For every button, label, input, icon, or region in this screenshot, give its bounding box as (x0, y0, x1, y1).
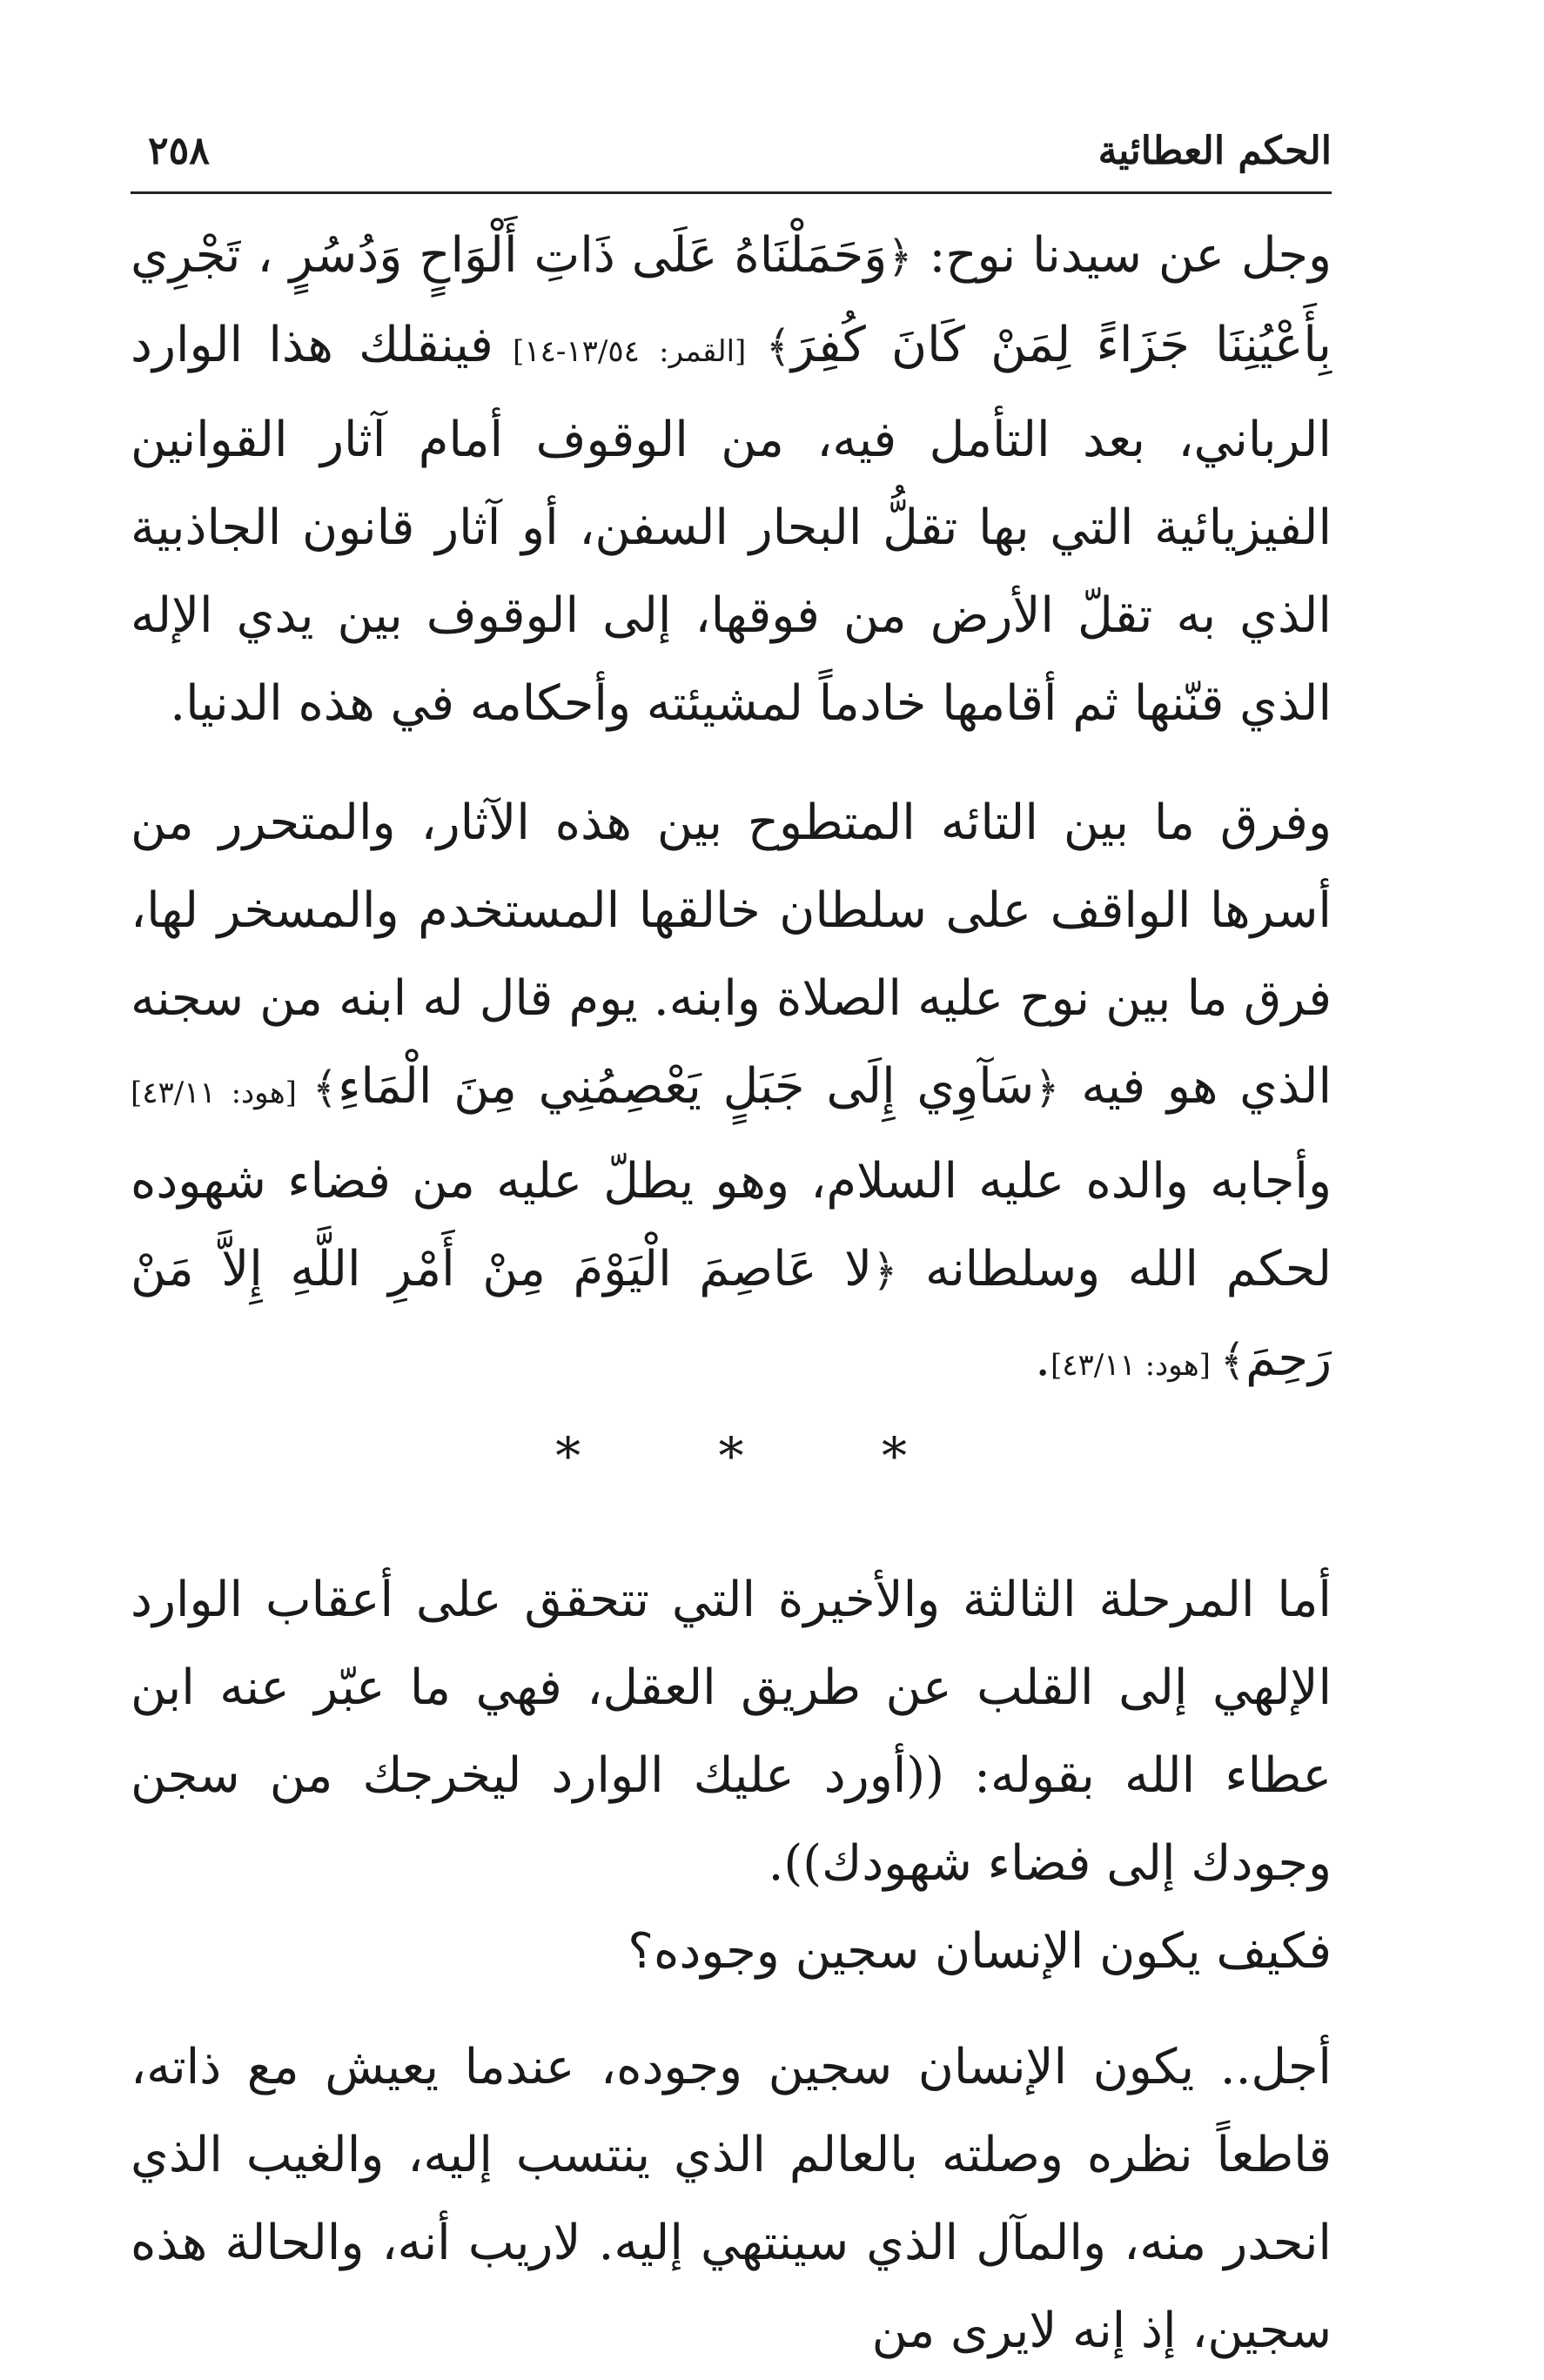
verse-citation: [هود: ٤٣/١١] (131, 1076, 312, 1110)
section-separator (131, 1417, 1332, 1495)
separator-asterisk: * (555, 1426, 581, 1485)
quran-close-bracket: ﴾ (765, 321, 791, 372)
page-number: ٢٥٨ (148, 129, 210, 173)
paragraph-end: . (1035, 1331, 1051, 1387)
separator-asterisk: * (718, 1426, 744, 1485)
paragraph-lead: وجل عن سيدنا نوح: (912, 227, 1333, 284)
running-title: الحكم العطائية (1098, 129, 1332, 173)
quran-open-bracket: ﴿ (872, 1245, 898, 1296)
running-header (131, 113, 1332, 194)
quran-open-bracket: ﴿ (1034, 1063, 1060, 1113)
quran-close-bracket: ﴾ (312, 1063, 339, 1113)
quran-verse: وَحَمَلْنَاهُ عَلَى ذَاتِ أَلْوَاحٍ وَدُسُرٍ ، تَجْرِي بِأَعْيُنِنَا جَزَاءً لِمَنْ كَانَ كُفِرَ (131, 227, 1333, 373)
separator-asterisk: * (881, 1426, 907, 1485)
paragraph-third-stage: أما المرحلة الثالثة والأخيرة التي تتحقق على أعقاب الوارد الإلهي إلى القلب عن طريق العقل، فهي ما عبّر عنه ابن عطاء الله بقوله: ((أورد عليك الوارد ليخرجك من سجن وجودك إلى فضاء شهودك)). (131, 1572, 1332, 1892)
quran-close-bracket: ﴾ (1219, 1335, 1246, 1385)
paragraph-body: فينقلك هذا الوارد الرباني، بعد التأمل فيه، من الوقوف أمام آثار القوانين الفيزيائية التي بها تقلُّ البحار السفن، أو آثار قانون الجاذبية الذي به تقلّ الأرض من فوقها، إلى الوقوف بين يدي الإله الذي قنّنها ثم أقامها خادماً لمشيئته وأحكامه في هذه الدنيا. (131, 317, 1332, 732)
paragraph-question: فكيف يكون الإنسان سجين وجوده؟ (628, 1923, 1332, 1980)
verse-citation: [القمر: ١٣/٥٤-١٤] (493, 334, 766, 369)
paragraph-body: وفرق ما بين التائه المتطوح بين هذه الآثار، والمتحرر من أسرها الواقف على سلطان خالقها المستخدم والمسخر لها، فرق ما بين نوح عليه الصلاة وابنه. يوم قال له ابنه من سجنه الذي هو فيه (131, 794, 1333, 1115)
quran-verse: لا عَاصِمَ الْيَوْمَ مِنْ أَمْرِ اللَّهِ إِلاَّ مَنْ رَحِمَ (131, 1241, 1332, 1387)
paragraph-nuh-ark (131, 211, 1332, 748)
paragraph-answer: أجل.. يكون الإنسان سجين وجوده، عندما يعيش مع ذاته، قاطعاً نظره وصلته بالعالم الذي ينتسب إليه، والغيب الذي انحدر منه، والمآل الذي سينتهي إليه. لاريب أنه، والحالة هذه سجين، إذ إنه لايرى من (131, 2039, 1332, 2359)
verse-citation: [هود: ٤٣/١١] (1051, 1348, 1220, 1383)
paragraph-nuh-son (131, 779, 1332, 1410)
quran-verse: سَآوِي إِلَى جَبَلٍ يَعْصِمُنِي مِنَ الْمَاءِ (338, 1058, 1035, 1115)
paragraph-body: وأجابه والده عليه السلام، وهو يطلّ عليه من فضاء شهوده لحكم الله وسلطانه (131, 1153, 1333, 1297)
book-page (131, 113, 1333, 2359)
quran-open-bracket: ﴿ (887, 231, 913, 282)
